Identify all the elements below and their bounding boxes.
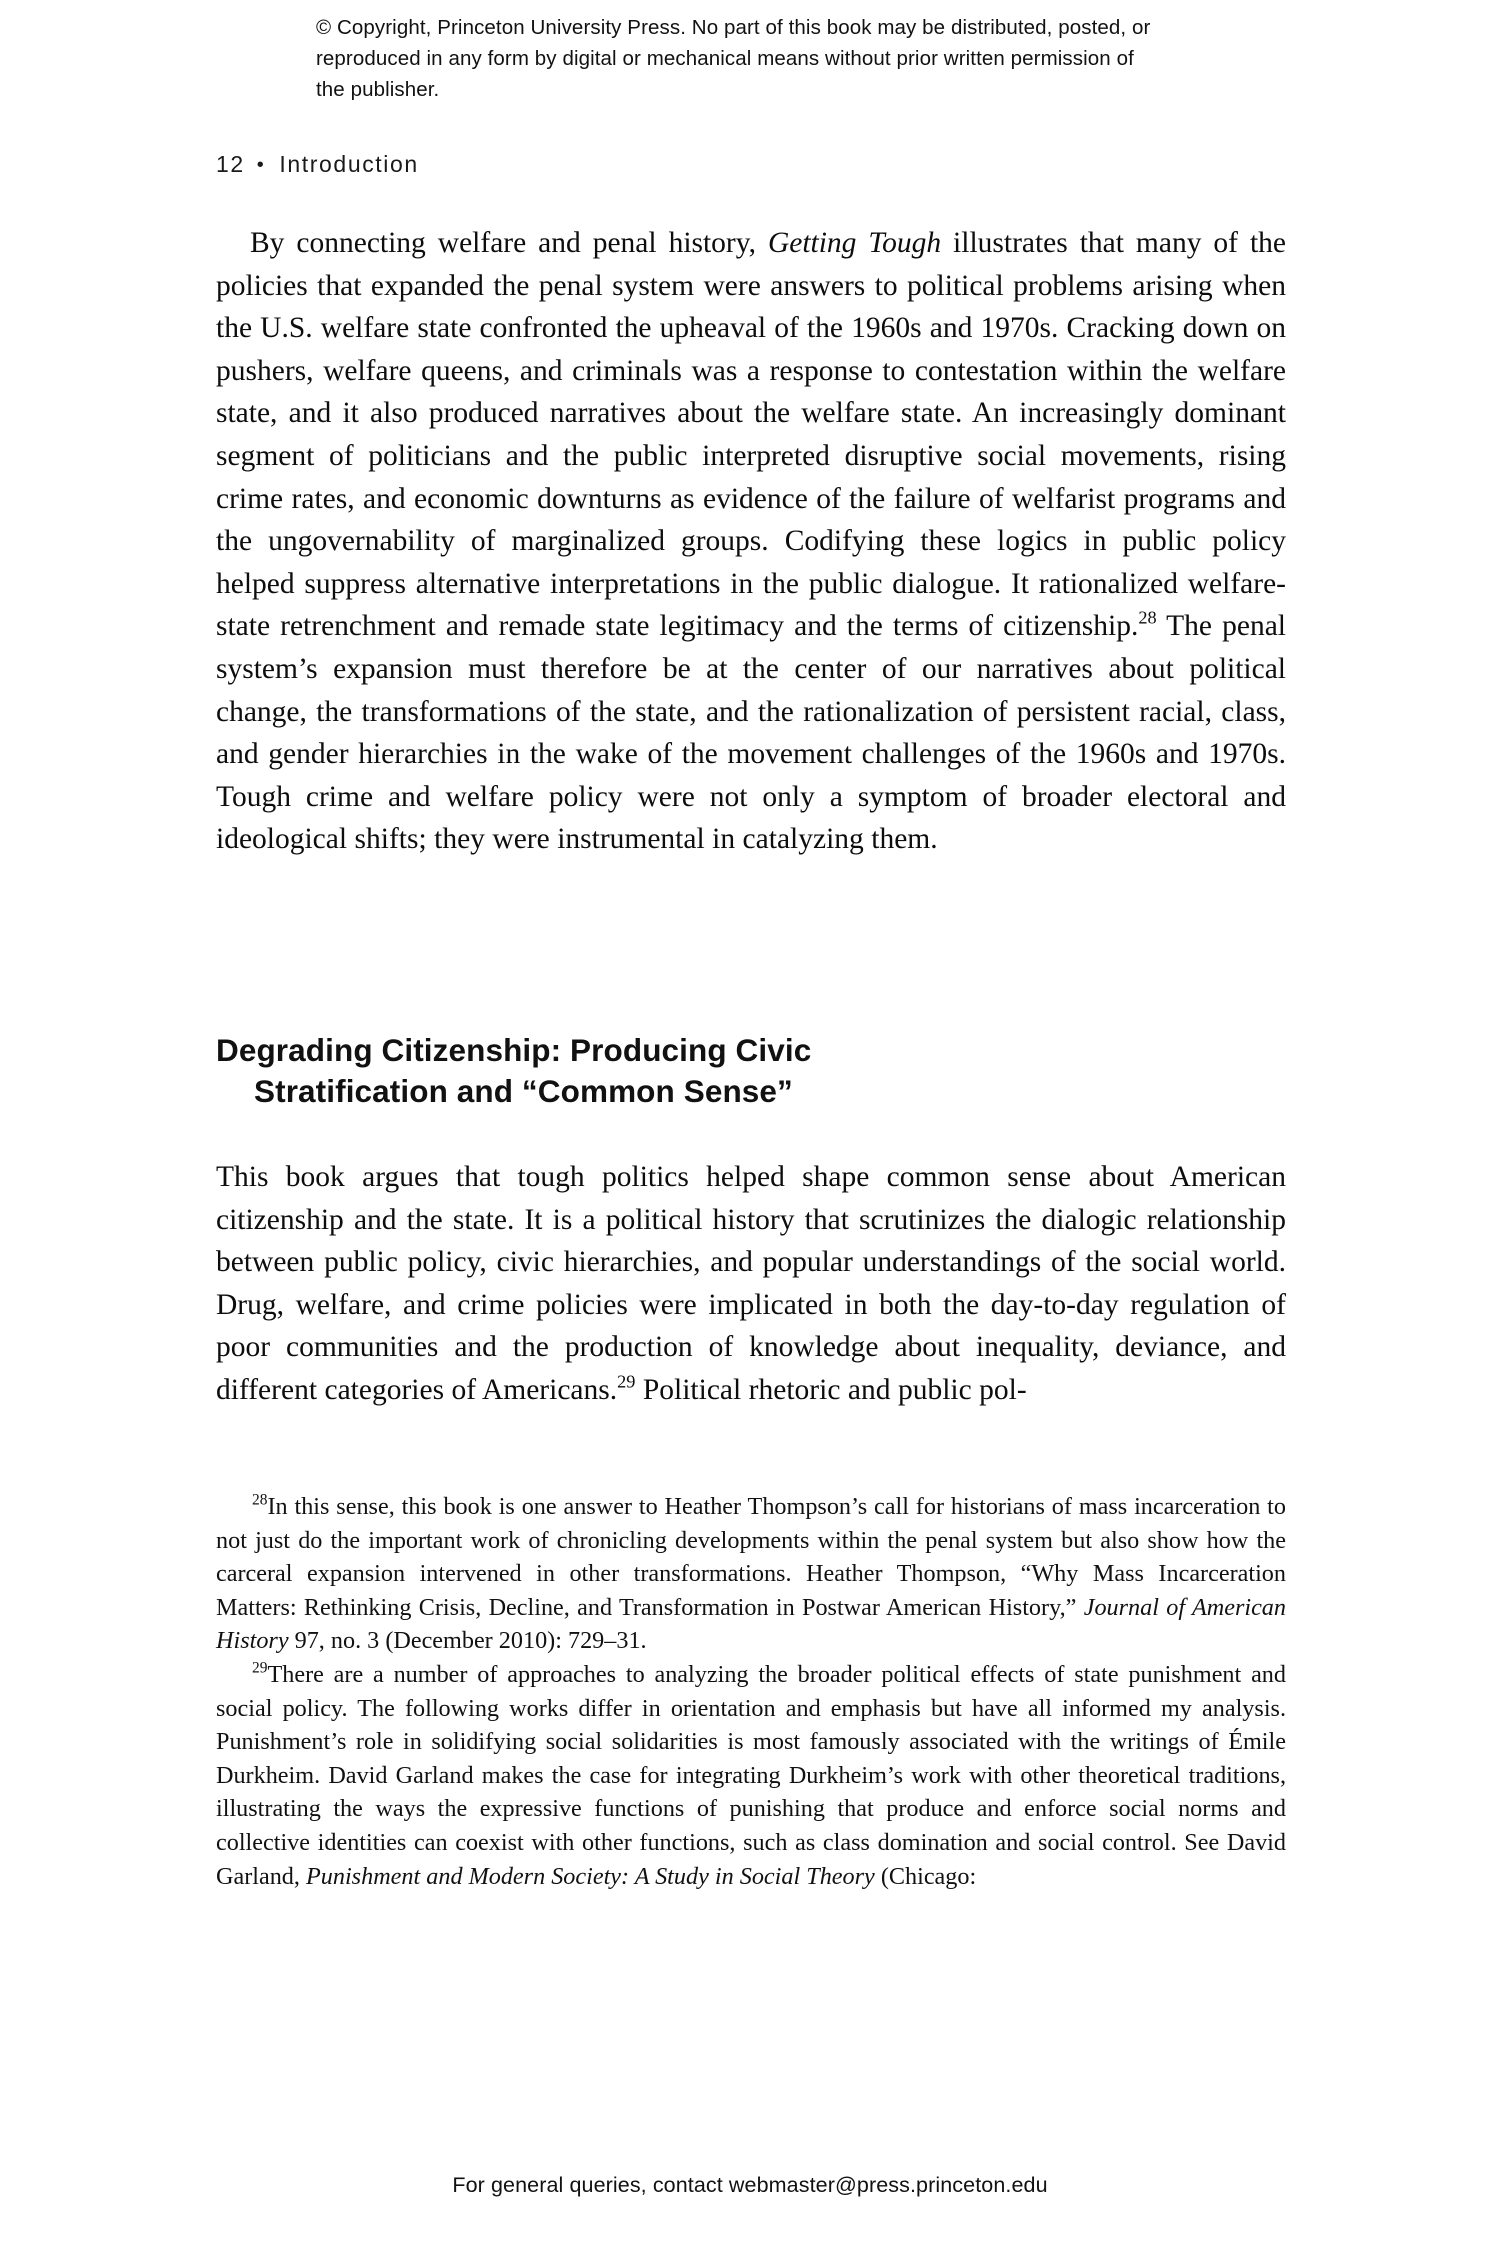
section-heading-line-2: Stratification and “Common Sense”: [254, 1073, 793, 1109]
page-number: 12: [216, 151, 245, 177]
section-heading-line-1: Degrading Citizenship: Producing Civic: [216, 1032, 812, 1068]
body-column-upper: [216, 222, 1286, 861]
body-paragraph-2: This book argues that tough politics helped shape common sense about American citizenship and the state. It is a political history that scrutinizes the dialogic relationship between public policy, civic hierarchies, and popular understandings of the social world. Drug, welfare, and crime policies were implicated in both the day-to-day regulation of poor communities and the production of knowledge about inequality, deviance, and different categories of Americans.$^{29}$ Political rhetoric and public pol-: [216, 1161, 1286, 1406]
chapter-label: Introduction: [279, 151, 419, 177]
copyright-notice: © Copyright, Princeton University Press. No part of this book may be distributed, posted, or reproduced in any form by digital or mechanical means without prior written permission of the publisher.: [316, 16, 1151, 101]
footnotes-block: [216, 1490, 1286, 1893]
body-column-lower: [216, 1156, 1286, 1412]
body-paragraph-1: By connecting welfare and penal history, Getting Tough illustrates that many of the policies that expanded the penal system were answers to political problems arising when the U.S. welfare state confronted the upheaval of the 1960s and 1970s. Cracking down on pushers, welfare queens, and criminals was a response to contestation within the welfare state, and it also produced narratives about the welfare state. An increasingly dominant segment of politicians and the public interpreted disruptive social movements, rising crime rates, and economic downturns as evidence of the failure of welfarist programs and the ungovernability of marginalized groups. Codifying these logics in public policy helped suppress alternative interpretations in the public dialogue. It rationalized welfare-state retrenchment and remade state legitimacy and the terms of citizenship.$^{28}$ The penal system’s expansion must therefore be at the center of our narratives about political change, the transformations of the state, and the rationalization of persistent racial, class, and gender hierarchies in the wake of the movement challenges of the 1960s and 1970s. Tough crime and welfare policy were not only a symptom of broader electoral and ideological shifts; they were instrumental in catalyzing them.: [216, 227, 1286, 856]
section-heading: [216, 1030, 1286, 1112]
footnote-29: $^{29}$There are a number of approaches to analyzing the broader political effects of state punishment and social policy. The following works differ in orientation and emphasis but have all informed my analysis. Punishment’s role in solidifying social solidarities is most famously associated with the writings of Émile Durkheim. David Garland makes the case for integrating Durkheim’s work with other theoretical traditions, illustrating the ways the expressive functions of punishing that produce and enforce social norms and collective identities can coexist with other functions, such as class domination and social control. See David Garland, Punishment and Modern Society: A Study in Social Theory (Chicago:: [216, 1659, 1286, 1890]
footnote-28: $^{28}$In this sense, this book is one answer to Heather Thompson’s call for historians of mass incarceration to not just do the important work of chronicling developments within the penal system but also show how the carceral expansion intervened in other transformations. Heather Thompson, “Why Mass Incarceration Matters: Rethinking Crisis, Decline, and Transformation in Postwar American History,” Journal of American History 97, no. 3 (December 2010): 729–31.: [216, 1491, 1286, 1655]
bullet-separator-icon: •: [256, 154, 266, 176]
running-head: [216, 151, 419, 178]
page-footer: For general queries, contact webmaster@press.princeton.edu: [452, 2173, 1048, 2197]
